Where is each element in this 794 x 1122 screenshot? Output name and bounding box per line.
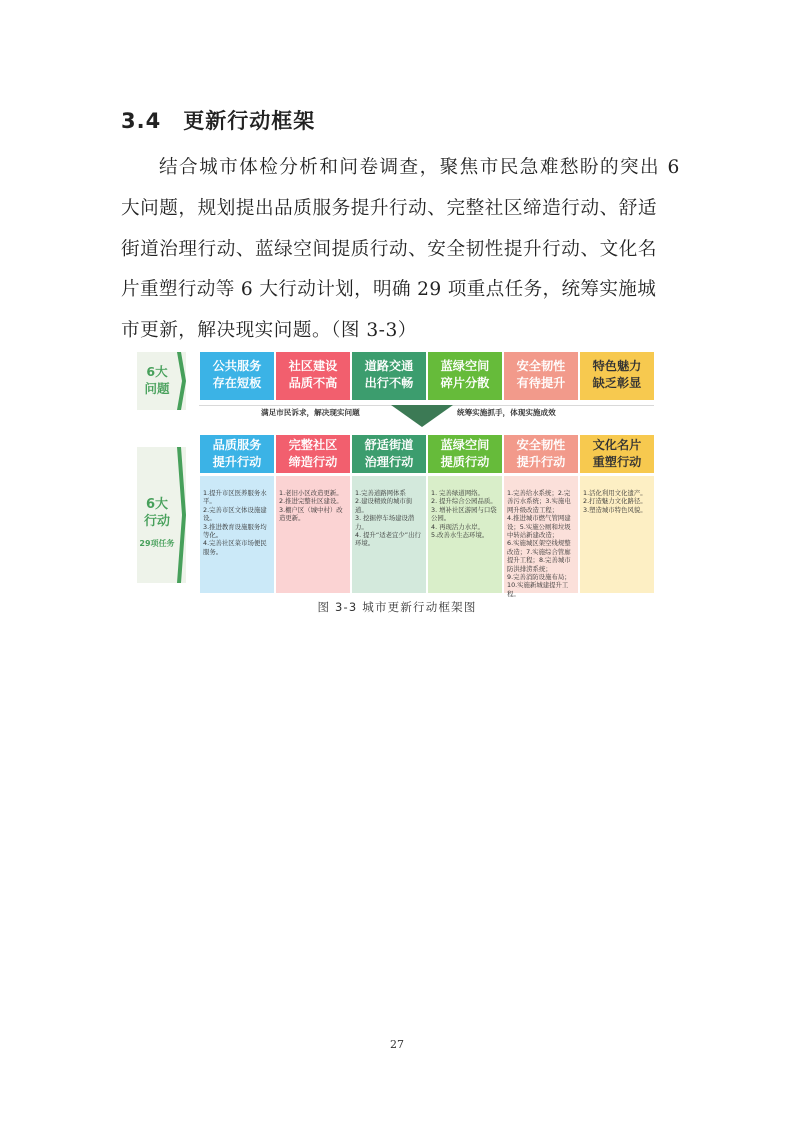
action-task-item: 4.完善社区菜市场便民服务。 (203, 539, 267, 556)
action-task-item: 2. 提升综合公园品质。 (431, 497, 497, 506)
page-number: 27 (390, 1038, 404, 1051)
action-task-item: 3. 挖掘停车场建设潜力。 (355, 514, 415, 531)
action-task-item: 3.棚户区（城中村）改造更新。 (279, 505, 343, 523)
problem-box: 道路交通 出行不畅 (352, 352, 426, 400)
action-task-item: 4.推进城市燃气管网建设；5.实施公厕和垃圾中转站新建改造； (507, 514, 571, 540)
actions-side-label: 6大 行动 (143, 497, 170, 529)
paragraph-line: 街道治理行动、蓝绿空间提质行动、安全韧性提升行动、文化名 (121, 238, 658, 260)
action-task-item: 1.老旧小区改造更新。 (279, 489, 343, 497)
actions-side-tag (137, 447, 186, 583)
action-task-item: 4. 提升“适老宜少”出行环境。 (355, 531, 421, 548)
action-task-item: 5.改善水生态环境。 (431, 531, 489, 540)
action-box: 文化名片 重塑行动 (580, 435, 654, 473)
action-task-item: 9.完善消防设施布局； (507, 573, 571, 582)
problem-box: 社区建设 品质不高 (276, 352, 350, 400)
action-detail-box (580, 476, 654, 593)
action-task-item: 2.完善市区文体设施建设。 (203, 505, 267, 523)
problem-box: 蓝绿空间 碎片分散 (428, 352, 502, 400)
action-detail-box (504, 476, 578, 598)
middle-left-text: 满足市民诉求，解决现实问题 (261, 408, 360, 417)
problem-box: 特色魅力 缺乏彰显 (580, 352, 654, 400)
action-detail-box (200, 476, 274, 593)
action-task-item: 1.提升市区医养服务水平。 (203, 489, 267, 506)
action-box: 品质服务 提升行动 (200, 435, 274, 473)
section-title: 更新行动框架 (183, 109, 316, 133)
section-number: 3.4 (121, 109, 162, 133)
action-task-item: 2.推进完整社区建设。 (279, 497, 343, 506)
paragraph-line: 结合城市体检分析和问卷调查，聚焦市民急难愁盼的突出 6 (159, 157, 681, 178)
problems-side-label: 6大 问题 (144, 364, 170, 396)
body-paragraph (121, 148, 681, 352)
action-task-item: 1.活化利用文化遗产。 (583, 489, 647, 497)
action-box: 完整社区 缔造行动 (276, 435, 350, 473)
action-box: 舒适街道 治理行动 (352, 435, 426, 473)
middle-right-text: 统筹实施抓手，体现实施成效 (457, 408, 556, 417)
action-task-item: 10.实施新城建提升工程。 (507, 581, 569, 598)
action-task-item: 1. 完善绿道网络。 (431, 489, 484, 497)
paragraph-line: 市更新，解决现实问题。（图 3-3） (121, 320, 417, 342)
actions-side-sublabel: 29项任务 (139, 539, 175, 548)
action-task-item: 1.完善道路网体系 (355, 489, 406, 497)
action-task-item: 6.实施城区架空线规整改造；7.实施综合管廊提升工程；8.完善城市防洪排涝系统； (507, 539, 571, 573)
figure-caption: 图 3-3 城市更新行动框架图 (317, 600, 477, 614)
down-arrow-icon (391, 405, 453, 427)
action-task-item: 2.打造魅力文化路径。 (583, 497, 647, 506)
framework-figure (137, 350, 656, 596)
action-detail-box (352, 476, 426, 593)
problems-side-tag (137, 352, 186, 410)
paragraph-line: 大问题，规划提出品质服务提升行动、完整社区缔造行动、舒适 (121, 197, 658, 219)
paragraph-line: 片重塑行动等 6 大行动计划，明确 29 项重点任务，统筹实施城 (121, 279, 657, 301)
action-box: 蓝绿空间 提质行动 (428, 435, 502, 473)
action-task-item: 4. 再现活力水岸。 (431, 522, 484, 531)
action-task-item: 3. 增补社区游园与口袋公园。 (431, 505, 497, 523)
action-task-item: 3.塑造城市特色风貌。 (583, 505, 647, 514)
action-task-item: 1.完善给水系统；2.完善污水系统；3.实施电网升级改造工程； (507, 489, 571, 514)
problem-box: 公共服务 存在短板 (200, 352, 274, 400)
problem-box: 安全韧性 有待提升 (504, 352, 578, 400)
action-detail-box (428, 476, 502, 593)
action-task-item: 3.推进教育设施服务均等化。 (203, 522, 267, 540)
section-heading (121, 105, 315, 135)
action-box: 安全韧性 提升行动 (504, 435, 578, 473)
action-detail-box (276, 476, 350, 593)
action-task-item: 2.建设精致的城市街道。 (355, 497, 413, 514)
